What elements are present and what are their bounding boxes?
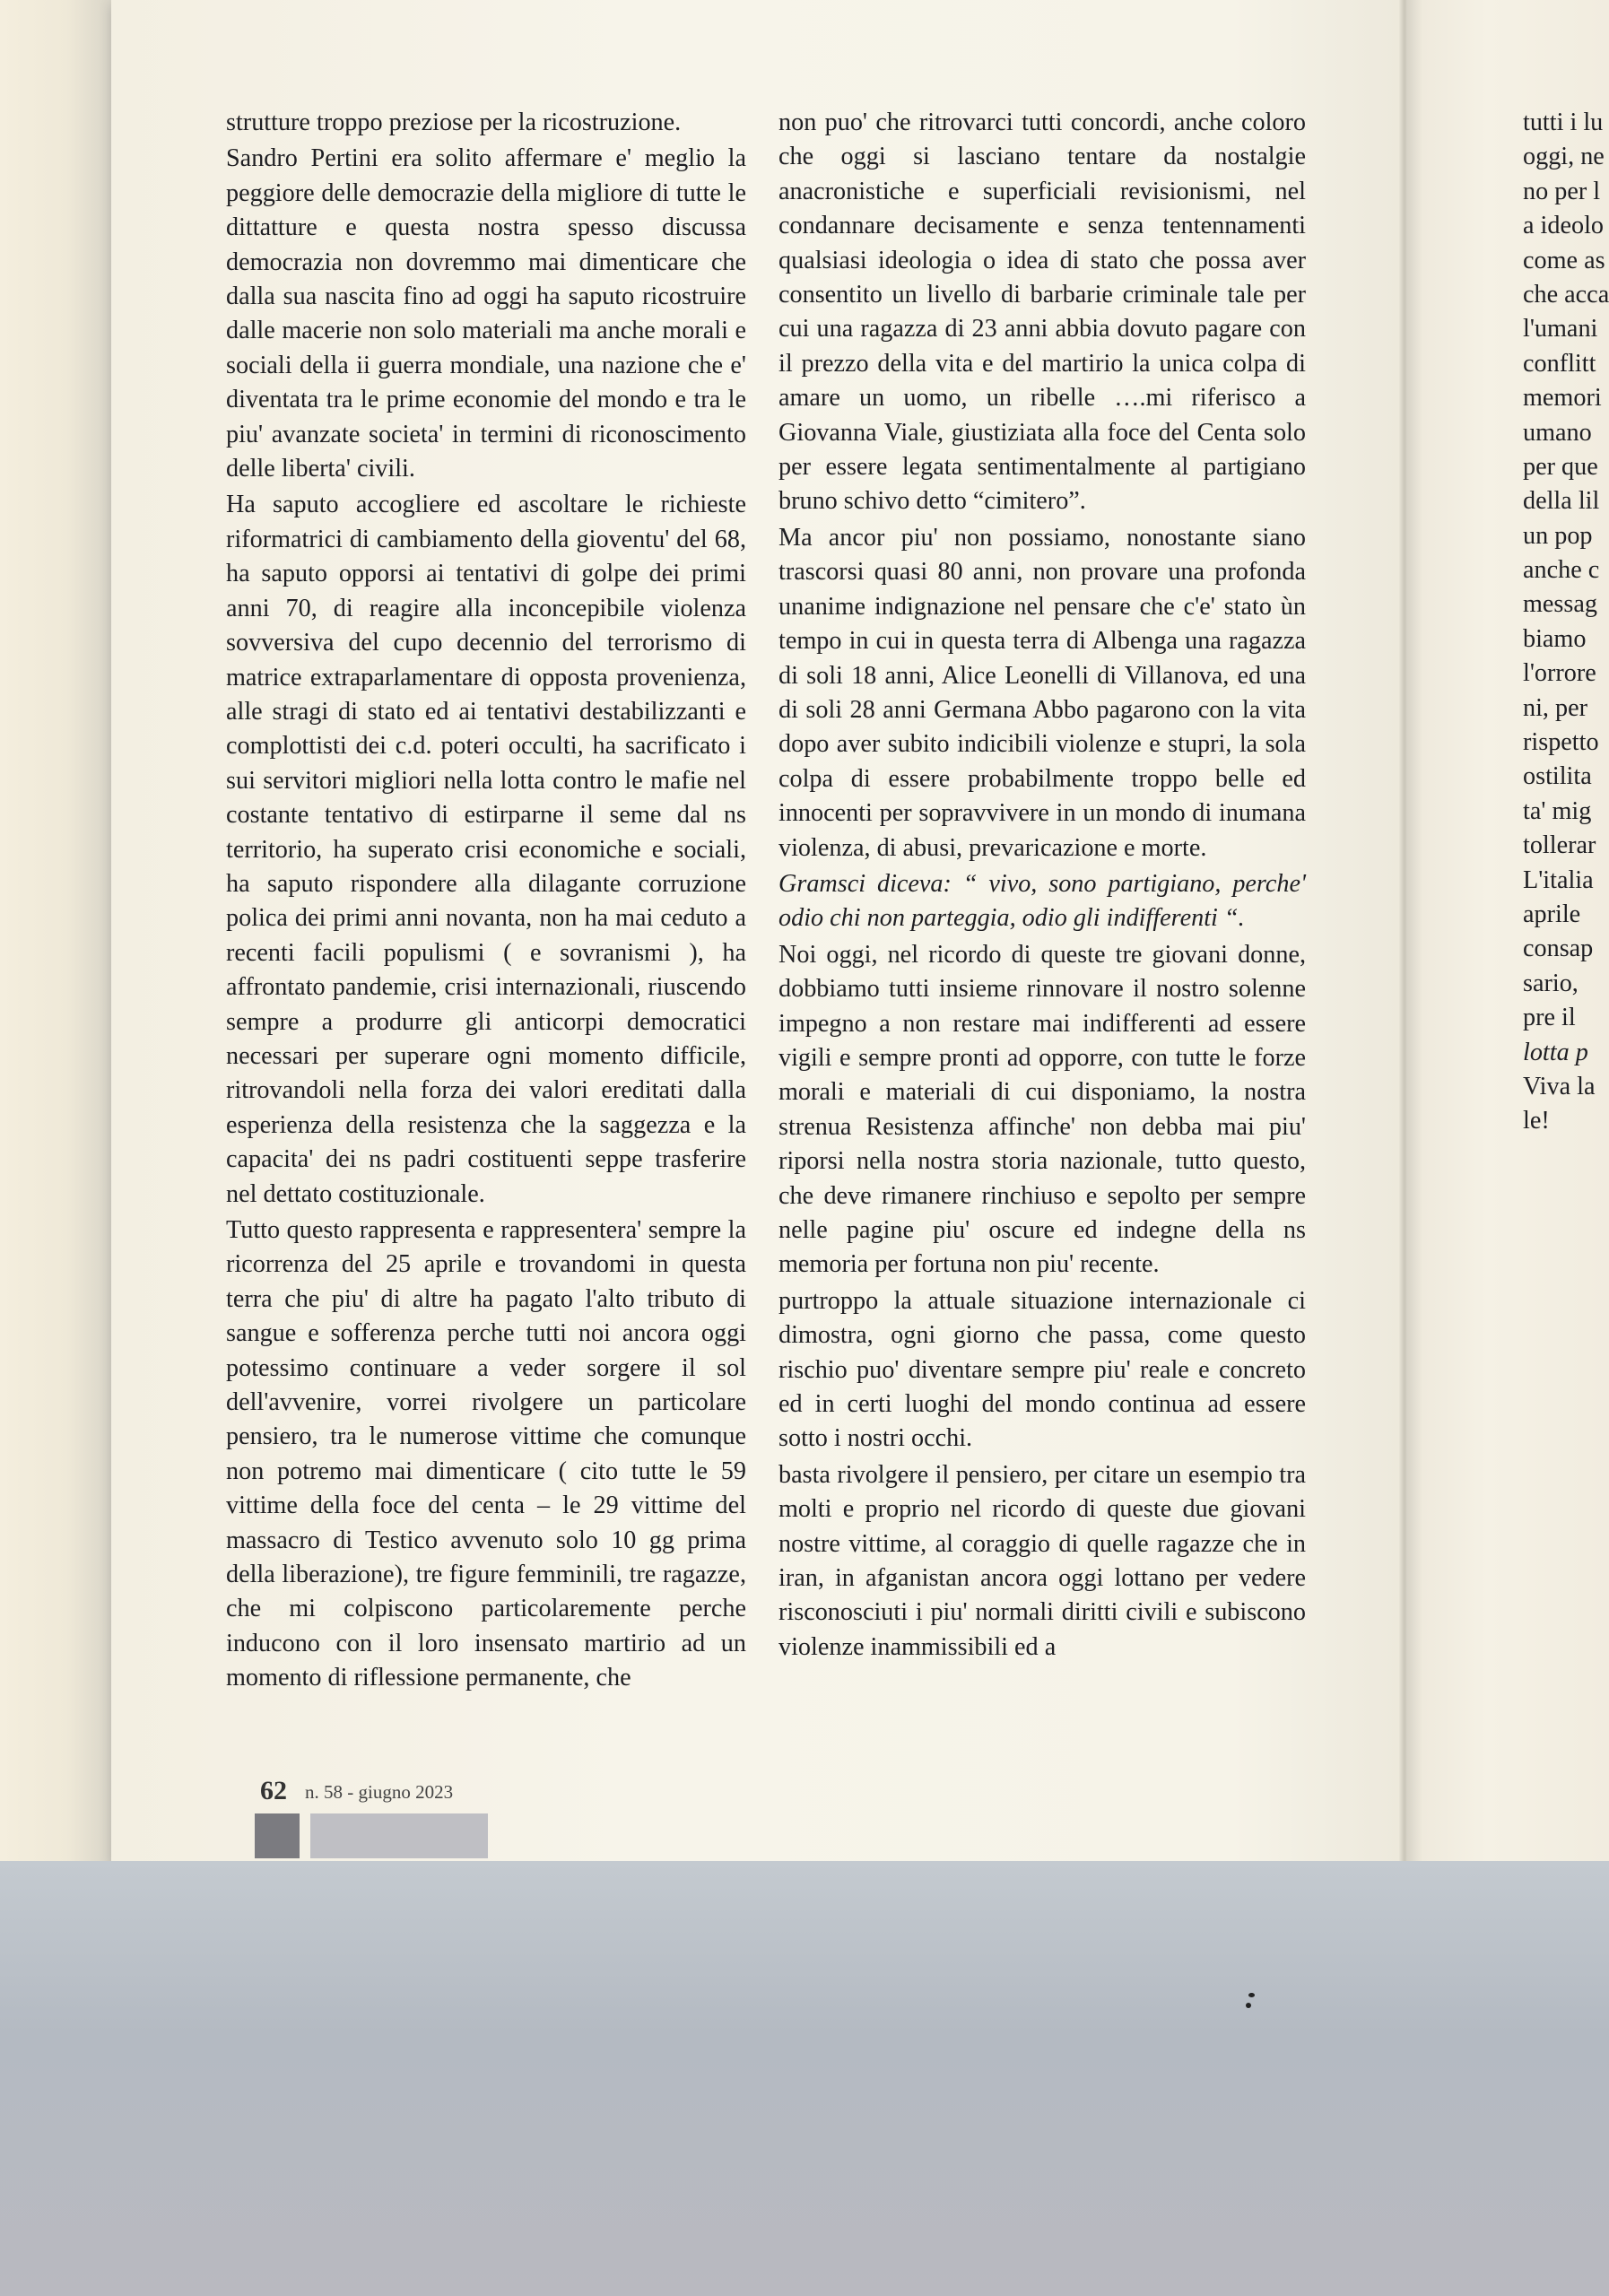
cropped-line: un pop — [1523, 521, 1593, 550]
cropped-line: L'italia — [1523, 865, 1594, 894]
cropped-line: memori — [1523, 384, 1602, 413]
cropped-line: lotta p — [1523, 1038, 1588, 1066]
cropped-line: l'orrore — [1523, 659, 1596, 688]
dust-speck — [1246, 2003, 1251, 2008]
text-column-3-cropped — [1523, 106, 1609, 1139]
cropped-line: umano — [1523, 418, 1592, 447]
paragraph: basta rivolgere il pensiero, per citare un esempio tra molti e proprio nel ricordo di queste due giovani nostre vittime, al coraggio di quelle ragazze che in iran, in afganistan ancora oggi lottano per vedere risconosciuti i piu' normali diritti civili e subiscono violenze inammissibili ed a — [778, 1460, 1306, 1661]
paragraph: purtroppo la attuale situazione internazionale ci dimostra, ogni giorno che passa, come questo rischio puo' diventare sempre piu' reale e concreto ed in certi luoghi del mondo continua ad essere sotto i nostri occhi. — [778, 1286, 1306, 1453]
paragraph: Ha saputo accogliere ed ascoltare le richieste riformatrici di cambiamento della gioventu' del 68, ha saputo opporsi ai tentativi di golpe dei primi anni 70, di reagire alla inconcepibile violenza sovversiva del cupo decennio del terrorismo di matrice extraparlamentare di opposta provenienza, alle stragi di stato ed ai tentativi destabilizzanti e complottisti dei c.d. poteri occulti, ha sacrificato i sui servitori migliori nella lotta contro le mafie nel costante tentativo di estirparne il seme dal ns territorio, ha superato crisi economiche e sociali, ha saputo rispondere alla dilagante corruzione polica dei primi anni novanta, non ha mai ceduto a recenti facili populismi ( e sovranismi ), ha affrontato pandemie, crisi internazionali, riuscendo sempre a produrre gli anticorpi democratici necessari per superare ogni momento difficile, ritrovandoli nella forza dei valori ereditati dalla esperienza della resistenza che la saggezza e la capacita' dei ns padri costituenti seppe trasferire nel dettato costituzionale. — [226, 491, 746, 1208]
cropped-line: della lil — [1523, 487, 1600, 516]
cropped-line: ni, per — [1523, 693, 1588, 722]
cropped-line: Viva la — [1523, 1072, 1596, 1100]
paragraph: Sandro Pertini era solito affermare e' meglio la peggiore delle democrazie della migliore di tutte le dittatture e questa nostra spesso discussa democrazia non dovremmo mai dimenticare che dalla sua nascita fino ad oggi ha saputo ricostruire dalle macerie non solo materiali ma anche morali e sociali della ii guerra mondiale, una nazione che e' diventata tra le prime economie del mondo e tra le piu' avanzate societa' in termini di riconoscimento delle liberta' civili. — [226, 144, 746, 483]
cropped-line: l'umani — [1523, 315, 1598, 344]
cropped-line: per que — [1523, 452, 1598, 481]
text-column-1 — [226, 106, 746, 1696]
issue-label: n. 58 - giugno 2023 — [305, 1781, 454, 1803]
scanner-background-left — [0, 0, 111, 1870]
cropped-line: aprile — [1523, 900, 1581, 928]
cropped-line: come as — [1523, 246, 1605, 274]
quote-paragraph: Gramsci diceva: “ vivo, sono partigiano, perche' odio chi non parteggia, odio gli indifferenti “. — [778, 869, 1306, 933]
cropped-line: tollerar — [1523, 831, 1596, 860]
cropped-line: ostilita — [1523, 762, 1592, 791]
cropped-line: rispetto — [1523, 728, 1599, 757]
page-number: 62 — [260, 1776, 287, 1805]
paragraph: strutture troppo preziose per la ricostruzione. — [226, 109, 682, 136]
cropped-line: messag — [1523, 590, 1597, 619]
paragraph: Tutto questo rappresenta e rappresentera' sempre la ricorrenza del 25 aprile e trovandomi in questa terra che piu' di altre ha pagato l'alto tributo di sangue e sofferenza perche tutti noi ancora oggi potessimo continuare a veder sorgere il sol dell'avvenire, vorrei rivolgere un particolare pensiero, tra le numerose vittime che comunque non potremo mai dimenticare ( cito tutte le 59 vittime della foce del centa – le 29 vittime del massacro di Testico avvenuto solo 10 gg prima della liberazione), tre figure femminili, tre ragazze, che mi colpiscono particolaremente perche inducono con il loro insensato martirio ad un momento di riflessione permanente, che — [226, 1216, 746, 1692]
paragraph: non puo' che ritrovarci tutti concordi, anche coloro che oggi si lasciano tentare da nostalgie anacronistiche e superficiali revisionismi, nel condannare decisamente e senza tentennamenti qualsiasi ideologia o idea di stato che possa aver consentito un livello di barbarie criminale tale per cui una ragazza di 23 anni abbia dovuto pagare con il prezzo della vita e del martirio la unica colpa di amare un uomo, un ribelle ….mi riferisco a Giovanna Viale, giustiziata alla foce del Centa solo per essere legata sentimentalmente al partigiano bruno schivo detto “cimitero”. — [778, 109, 1306, 516]
scanner-background-bottom — [0, 1861, 1609, 2296]
cropped-line: consap — [1523, 935, 1594, 963]
cropped-line: pre il — [1523, 1004, 1576, 1032]
paragraph: Ma ancor piu' non possiamo, nonostante siano trascorsi quasi 80 anni, non provare una profonda unanime indignazione nel pensare che c'e' stato ùn tempo in cui in questa terra di Albenga una ragazza di soli 18 anni, Alice Leonelli di Villanova, ed una di soli 28 anni Germana Abbo pagarono con la vita dopo aver subito indicibili violenze e stupri, la sola colpa di essere probabilmente troppo belle ed innocenti per sopravvivere in un mondo di inumana violenza, di abusi, prevaricazione e morte. — [778, 523, 1306, 862]
cropped-line: le! — [1523, 1107, 1550, 1135]
footer-bar-light — [310, 1813, 488, 1858]
cropped-line: che acca — [1523, 280, 1609, 309]
cropped-line: biamo — [1523, 624, 1587, 653]
cropped-line: no per l — [1523, 177, 1601, 205]
cropped-line: conflitt — [1523, 349, 1596, 378]
cropped-line: anche c — [1523, 556, 1600, 585]
footer-bar-dark — [255, 1813, 300, 1858]
cropped-line: tutti i lu — [1523, 109, 1604, 136]
cropped-line: a ideolo — [1523, 212, 1605, 240]
cropped-line: oggi, ne — [1523, 143, 1605, 171]
paragraph: Noi oggi, nel ricordo di queste tre giovani donne, dobbiamo tutti insieme rinnovare il nostro solenne impegno a non restare mai indifferenti ad essere vigili e sempre pronti ad opporre, con tutte le forze morali e materiali di cui disponiamo, la nostra strenua Resistenza affinche' non debba mai piu' riporsi nella nostra storia nazionale, tutto questo, che deve rimanere rinchiuso e sepolto per sempre nelle pagine piu' oscure ed indegne della ns memoria per fortuna non piu' recente. — [778, 940, 1306, 1279]
cropped-line: ta' mig — [1523, 796, 1592, 825]
text-column-2 — [778, 106, 1306, 1665]
dust-speck — [1248, 1993, 1255, 1997]
cropped-line: sario, — [1523, 969, 1579, 997]
